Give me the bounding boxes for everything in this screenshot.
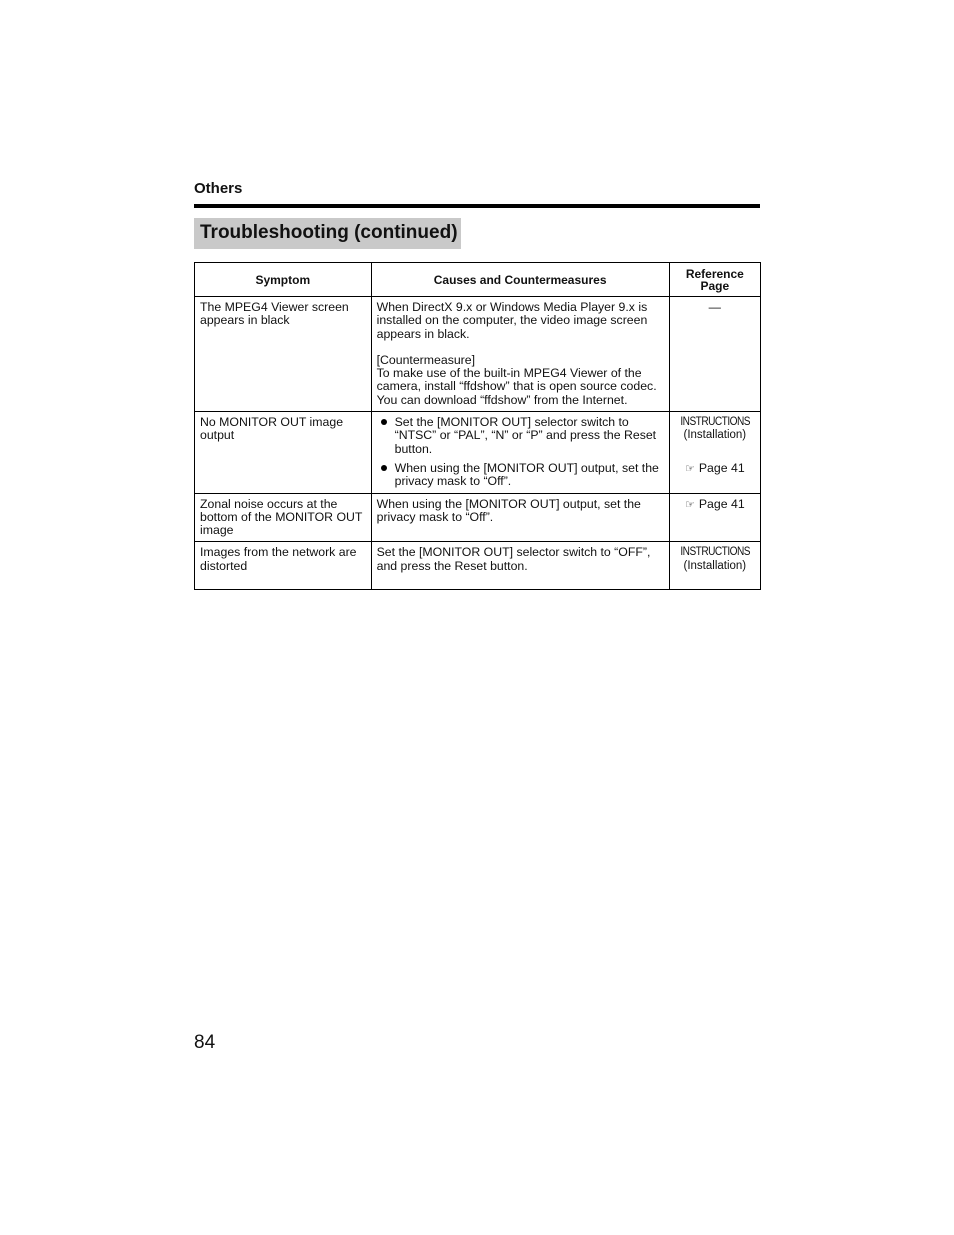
instructions-subtitle: (Installation) [683,559,747,572]
section-label: Others [194,180,243,197]
cause-cell [371,412,669,493]
page-number: 84 [194,1032,216,1053]
section-divider [194,204,760,208]
bullet-icon [381,419,387,425]
list-item [377,462,664,489]
table-header-row [195,263,761,297]
page-reference-text: Page 41 [698,496,745,511]
table-row [195,412,761,493]
page-reference [685,461,745,475]
page-title: Troubleshooting (continued) [194,218,461,249]
symptom-cell: Images from the network are distorted [195,542,372,590]
pointing-hand-icon: ☞ [684,462,695,475]
reference-cell: — [669,297,760,412]
table-row [195,297,761,412]
countermeasure-heading: [Countermeasure] [376,352,476,367]
bullet-text: When using the [MONITOR OUT] output, set the privacy mask to “Off”. [394,460,659,489]
column-header-causes: Causes and Countermeasures [371,263,669,297]
reference-cell [669,412,760,493]
bullet-icon [381,465,387,471]
page-reference [685,497,745,511]
countermeasure-text: To make use of the built-in MPEG4 Viewer of the camera, install “ffdshow” that is open source codec. You can download “ffdshow” from the Internet. [376,366,657,407]
cause-text: When DirectX 9.x or Windows Media Player 9.x is installed on the computer, the video image screen appears in black. [376,300,648,341]
cause-cell: Set the [MONITOR OUT] selector switch to “OFF”, and press the Reset button. [371,542,669,590]
column-header-reference: Reference Page [669,263,760,297]
cause-cell: When using the [MONITOR OUT] output, set the privacy mask to “Off”. [371,493,669,542]
instructions-logo: INSTRUCTIONS [680,546,750,559]
bullet-text: Set the [MONITOR OUT] selector switch to “NTSC” or “PAL”, “N” or “P” and press the Reset button. [394,415,657,456]
cause-cell [371,297,669,412]
troubleshooting-table [194,262,761,590]
table-row [195,542,761,590]
symptom-cell: Zonal noise occurs at the bottom of the MONITOR OUT image [195,493,372,542]
column-header-symptom: Symptom [195,263,372,297]
table-row [195,493,761,542]
instructions-logo: INSTRUCTIONS [680,416,750,429]
reference-cell [669,493,760,542]
symptom-cell: The MPEG4 Viewer screen appears in black [195,297,372,412]
instructions-subtitle: (Installation) [683,429,747,442]
pointing-hand-icon: ☞ [684,498,695,511]
reference-cell [669,542,760,590]
cause-bullet-list [377,416,664,488]
page-reference-text: Page 41 [698,460,745,475]
list-item [377,416,664,456]
symptom-cell: No MONITOR OUT image output [195,412,372,493]
